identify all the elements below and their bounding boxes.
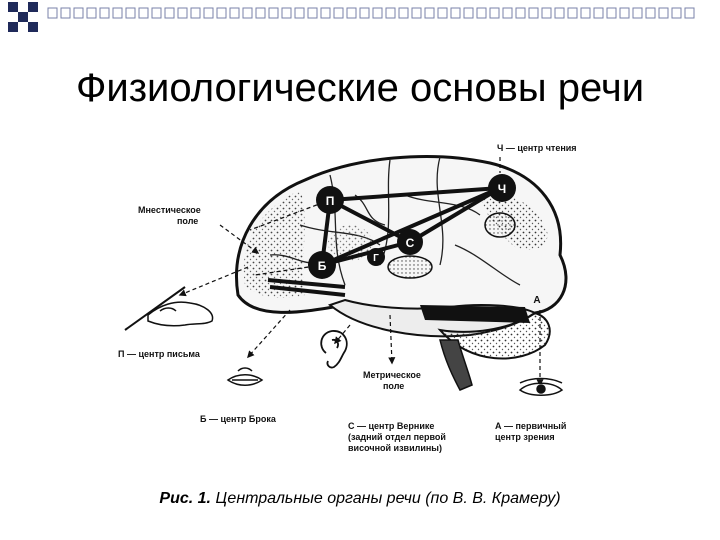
node-ch-label: Ч — [497, 182, 507, 196]
figure-caption — [0, 490, 720, 508]
node-b-label: Б — [317, 259, 327, 273]
label-wernicke-desc-2: височной извилины) — [348, 443, 442, 453]
label-writing-center: П — центр письма — [118, 349, 200, 359]
eye-icon — [520, 379, 562, 396]
corner-decoration — [0, 0, 720, 40]
brain-diagram — [0, 135, 720, 480]
mouth-icon — [228, 368, 262, 385]
label-mnestic-field: Мнестическое — [138, 205, 201, 215]
label-reading-center: Ч — центр чтения — [497, 143, 577, 153]
label-wernicke-center: С — центр Вернике — [348, 421, 435, 431]
node-a-label: А — [533, 295, 541, 306]
label-wernicke-desc-1: (задний отдел первой — [348, 432, 446, 442]
caption-text: Центральные органы речи (по В. В. Крамеру) — [215, 490, 561, 507]
slide-title: Физиологические основы речи — [75, 66, 645, 110]
label-metric-field-2: поле — [383, 381, 405, 391]
label-mnestic-field-2: поле — [177, 216, 199, 226]
node-g-label: Г — [373, 253, 379, 264]
label-metric-field: Метрическое — [363, 370, 421, 380]
label-visual-center-2: центр зрения — [495, 432, 555, 442]
label-broca-center: Б — центр Брока — [200, 414, 276, 424]
hand-icon — [125, 287, 213, 330]
caption-label: Рис. 1. — [159, 490, 211, 507]
node-p-label: П — [325, 194, 335, 208]
node-s-label: С — [405, 236, 415, 250]
label-visual-center: А — первичный — [495, 421, 567, 431]
ear-icon — [321, 331, 347, 368]
